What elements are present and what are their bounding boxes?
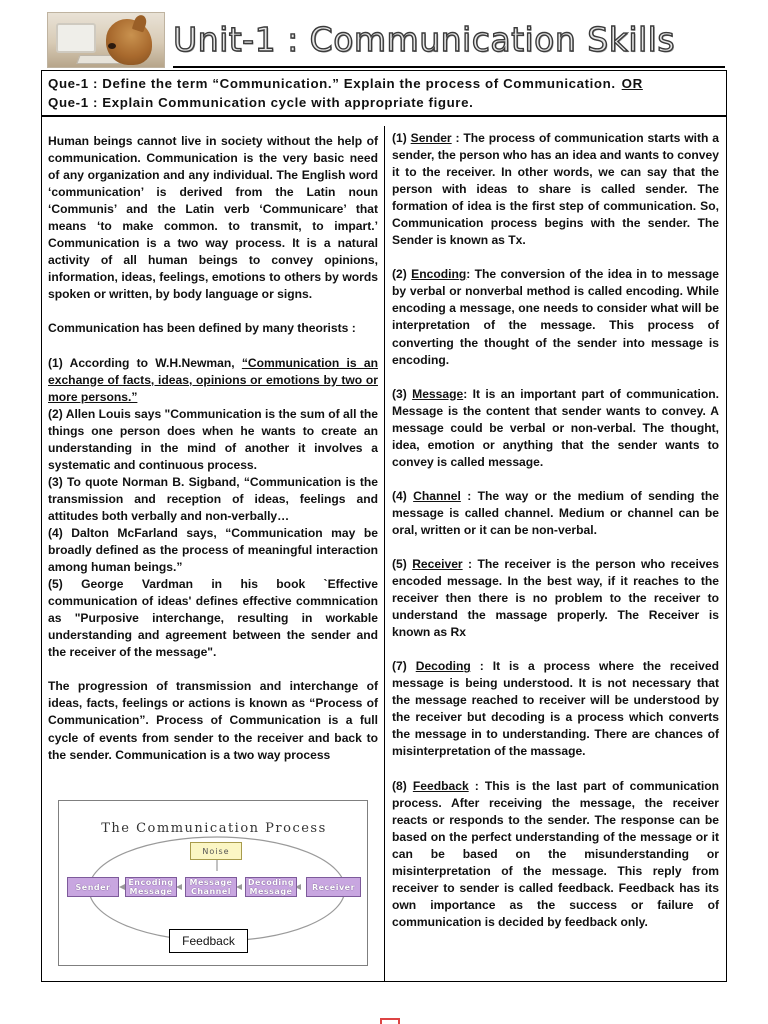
column-divider xyxy=(384,126,385,982)
communication-process-diagram xyxy=(58,800,368,966)
definition-mcfarland: (4) Dalton McFarland says, “Communication may be broadly defined as the process of meaningful interaction among human beings.” xyxy=(48,525,378,575)
section-text: : This is the last part of communication process. After receiving the message, the receiver reacts or responds to the sender. The response can be based on the perfect understanding of the message or it can be based on the misunderstanding or misinterpretation of the message. This reply from receiver to sender is called feedback. Feedback has its own importance as the success or failure of communication is decided by feedback only. xyxy=(392,778,719,929)
title-underline xyxy=(173,66,725,68)
section-receiver xyxy=(392,556,719,641)
term-message: Message xyxy=(412,386,464,401)
section-number: (2) xyxy=(392,267,412,282)
encoding-box: Encoding Message xyxy=(125,877,177,897)
section-number: (4) xyxy=(392,488,414,503)
section-message xyxy=(392,386,719,471)
section-encoding xyxy=(392,266,719,368)
term-feedback: Feedback xyxy=(412,778,469,793)
section-number: (5) xyxy=(392,556,413,571)
term-channel: Channel xyxy=(413,488,461,503)
section-channel xyxy=(392,488,719,539)
noise-box: Noise xyxy=(190,842,242,860)
section-text: : The process of communication starts with a sender, the person who has an idea and wants to convey it to the receiver. In other words, we can say that the person with ideas to share is called sender. The formation of idea is the first step of communication. So, Communication process begins with the sender. The Sender is known as Tx. xyxy=(392,131,719,248)
section-feedback xyxy=(392,778,719,931)
definition-vardman: (5) George Vardman in his book `Effective communication of ideas' defines effective commnication as "Purposive interchange, resulting in workable understanding and agreement between the sender and the receiver of the message". xyxy=(48,577,378,660)
term-receiver: Receiver xyxy=(412,556,463,571)
section-number: (8) xyxy=(392,778,413,793)
term-decoding: Decoding xyxy=(415,659,471,674)
or-label: OR xyxy=(621,76,643,91)
channel-box: Message Channel xyxy=(185,877,237,897)
decoding-box: Decoding Message xyxy=(245,877,297,897)
section-text: : It is an important part of communication. Message is the content that sender wants to convey. A message could be verbal or non-verbal. The thought, idea, emotion or anything that the sender wants to convey is called message. xyxy=(392,386,719,469)
question-line-1 xyxy=(48,74,720,93)
right-column xyxy=(392,130,719,931)
term-encoding: Encoding xyxy=(411,267,467,282)
definition-louis: (2) Allen Louis says "Communication is the sum of all the things one person does when he wants to create an understanding in the mind of another it involves a systematic and continuous process. xyxy=(48,406,378,472)
page-marker xyxy=(380,1018,400,1024)
section-text: : The conversion of the idea in to message by verbal or nonverbal method is called encoding. While encoding a message, one needs to consider what will be interpretation of the message. This process of converting the thought of the sender into message is encoding. xyxy=(392,267,719,367)
dog-at-computer-image xyxy=(47,12,165,68)
definition-newman-prefix: (1) According to W.H.Newman, xyxy=(48,355,242,370)
page-header xyxy=(45,10,725,70)
section-text: : The way or the medium of sending the message is called channel. Medium or channel can be oral, written or it can be non-verbal. xyxy=(392,488,719,537)
page-title: Unit-1 : Communication Skills xyxy=(173,20,676,59)
left-column xyxy=(48,133,378,764)
feedback-box: Feedback xyxy=(169,929,248,953)
section-number: (7) xyxy=(392,659,416,674)
intro-paragraph: Human beings cannot live in society without the help of communication. Communication is the very basic need of any organization and any individual. The English word ‘communication’ is derived from the Latin noun ‘Communis’ and the Latin verb ‘Communicare’ that means ‘to make common. to transmit, to impart.’ Communication is a two way process. It is a natural activity of all human beings to convey opinions, information, ideas, feelings, emotions to others by words spoken or written, by body language or signs. xyxy=(48,134,378,302)
defined-by-paragraph: Communication has been defined by many theorists : xyxy=(48,321,356,336)
definition-newman xyxy=(48,355,378,406)
section-number: (3) xyxy=(392,386,413,401)
definition-sigband: (3) To quote Norman B. Sigband, “Communication is the transmission and reception of ideas, feelings and attitudes both verbally and non-verbally… xyxy=(48,474,378,523)
question-1-text: Que-1 : Define the term “Communication.” Explain the process of Communication. xyxy=(48,76,616,91)
diagram-title: The Communication Process xyxy=(101,821,327,836)
question-box xyxy=(41,70,727,116)
section-decoding xyxy=(392,658,719,760)
progression-paragraph: The progression of transmission and interchange of ideas, facts, feelings or actions is known as “Process of Communication”. Process of Communication is a full cycle of events from sender to the receiver and back to the sender. Communication is a two way process xyxy=(48,679,378,762)
term-sender: Sender xyxy=(410,131,452,145)
receiver-box: Receiver xyxy=(306,877,361,897)
section-sender xyxy=(392,130,719,249)
question-line-2: Que-1 : Explain Communication cycle with appropriate figure. xyxy=(48,95,474,110)
section-text: : It is a process where the received message is being understood. It is not necessary that the message reached to receiver will be understood by the receiver but decoding is a process which converts the message in to understanding. There are chances of misinterpretation of the massage. xyxy=(392,659,720,759)
definition-newman-quote: “Communication is an exchange of facts, ideas, opinions or emotions by two or more persons.” xyxy=(48,355,378,404)
sender-box: Sender xyxy=(67,877,119,897)
section-text: : The receiver is the person who receives encoded message. In the best way, if it reaches to the receiver then there is no problem to the receiver to understand the massage properly. The Receiver is known as Rx xyxy=(392,556,720,640)
section-number: (1) xyxy=(392,131,411,145)
